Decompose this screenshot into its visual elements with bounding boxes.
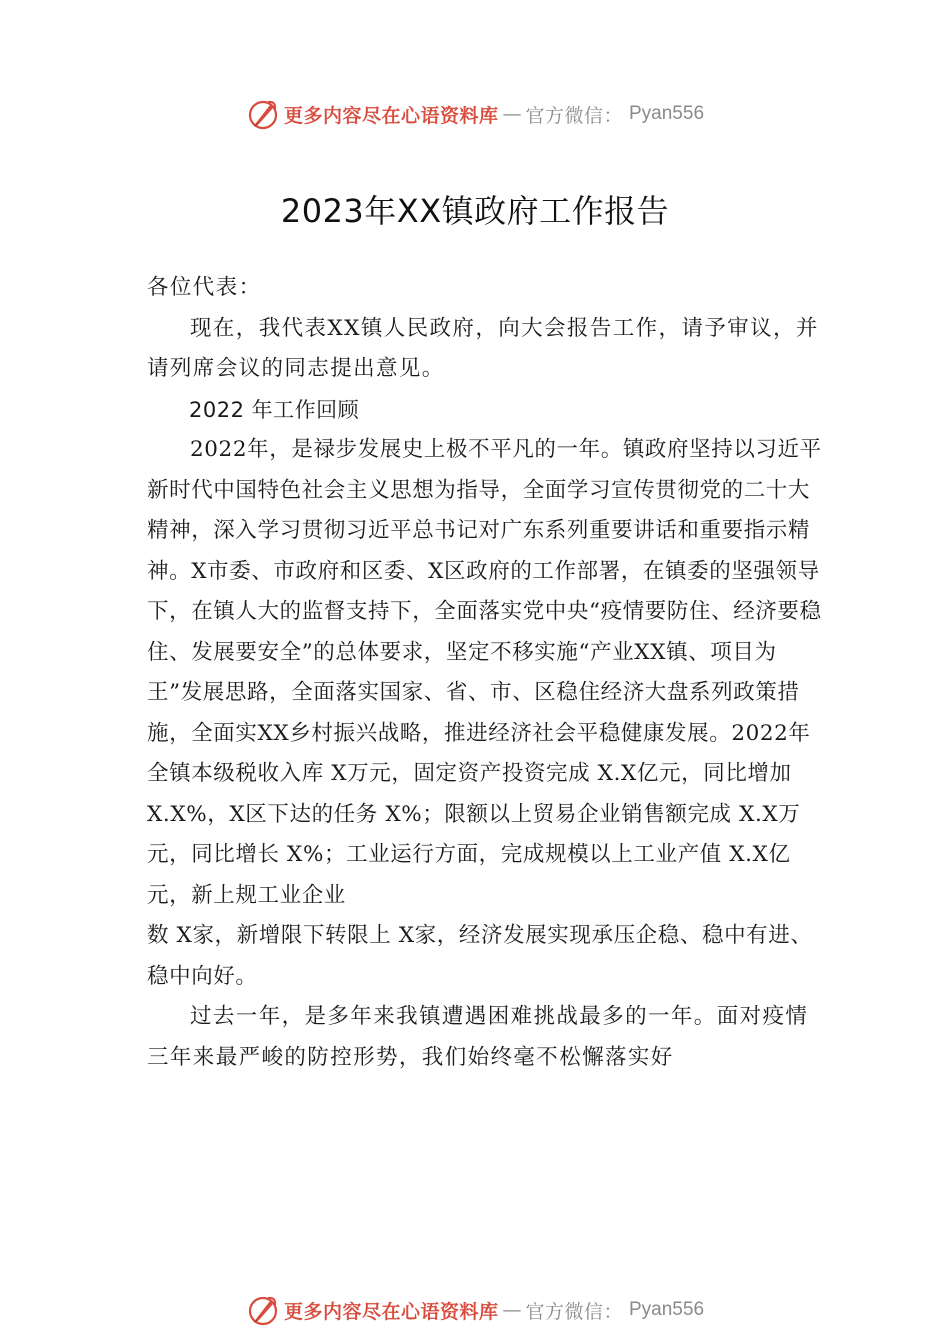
review-paragraph-continued: 数 X家，新增限下转限上 X家，经济发展实现承压企稳、稳中有进、稳中向好。 bbox=[147, 923, 813, 989]
section-heading: 2022 年工作回顾 bbox=[189, 397, 360, 422]
review-paragraph: 2022年，是禄步发展史上极不平凡的一年。镇政府坚持以习近平新时代中国特色社会主义思想为指导，全面学习宣传贯彻党的二十大精神，深入学习贯彻习近平总书记对广东系列重要讲话和重要指示精神。X市委、市政府和区委、X区政府的工作部署，在镇委的坚强领导下，在镇人大的监督支持下，全面落实党中央“疫情要防住、经济要稳住、发展要安全”的总体要求，坚定不移实施“产业XX镇、项目为王”发展思路，全面落实国家、省、市、区稳住经济大盘系列政策措施，全面实XX乡村振兴战略，推进经济社会平稳健康发展。2022年全镇本级税收入库 X万元，固定资产投资完成 X.X亿元，同比增加 X.X%，X区下达的任务 X%；限额以上贸易企业销售额完成 X.X万元，同比增长 X%；工业运行方面，完成规模以上工业产值 X.X亿元，新上规工业企业 bbox=[147, 437, 822, 908]
challenges-paragraph: 过去一年，是多年来我镇遭遇困难挑战最多的一年。面对疫情三年来最严峻的防控形势，我们始终毫不松懈落实好 bbox=[147, 1004, 809, 1070]
opening-paragraph: 现在，我代表XX镇人民政府，向大会报告工作，请予审议，并请列席会议的同志提出意见。 bbox=[147, 315, 819, 381]
watermark-dash: — bbox=[502, 1299, 522, 1321]
watermark-label: 官方微信： bbox=[525, 1300, 623, 1323]
document-title: 2023年XX镇政府工作报告 bbox=[280, 192, 670, 230]
watermark-wechat-id: Pyan556 bbox=[629, 1299, 705, 1320]
watermark-main-text: 更多内容尽在心语资料库 bbox=[283, 104, 499, 127]
quill-pen-logo-icon bbox=[246, 1293, 280, 1327]
watermark-banner-bottom bbox=[0, 1290, 950, 1330]
salutation: 各位代表： bbox=[147, 275, 262, 300]
watermark-label: 官方微信： bbox=[525, 104, 623, 127]
watermark-banner-top bbox=[0, 94, 950, 134]
watermark-main-text: 更多内容尽在心语资料库 bbox=[283, 1300, 499, 1323]
quill-pen-logo-icon bbox=[246, 97, 280, 131]
watermark-content bbox=[246, 97, 704, 131]
watermark-wechat-id: Pyan556 bbox=[629, 103, 705, 124]
document-body bbox=[147, 268, 827, 1078]
watermark-content bbox=[246, 1293, 704, 1327]
watermark-dash: — bbox=[502, 103, 522, 125]
